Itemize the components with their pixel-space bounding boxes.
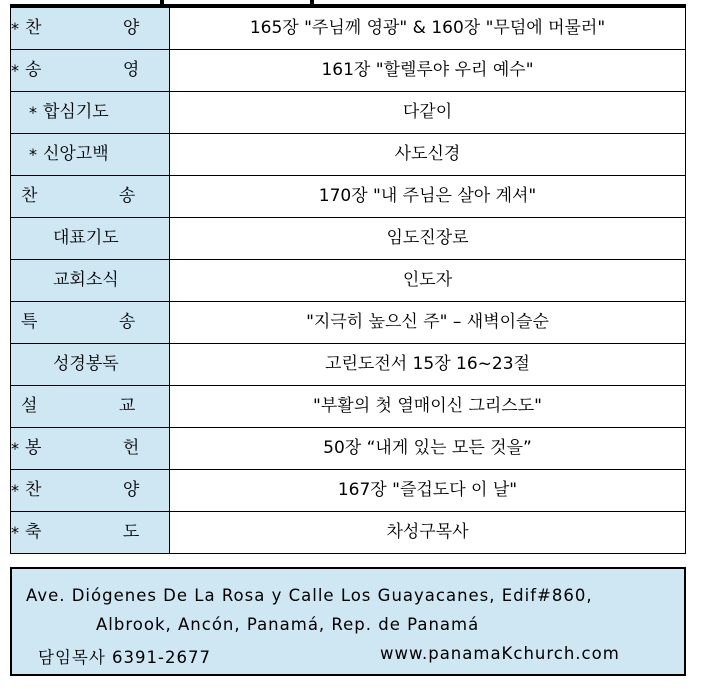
order-row <box>11 218 686 260</box>
order-label-cell <box>11 218 170 260</box>
order-value: 사도신경 <box>170 134 686 176</box>
order-label: 합심기도 <box>43 102 109 122</box>
standing-marker: * <box>11 18 19 38</box>
top-rule-notch <box>310 0 314 4</box>
order-row <box>11 92 686 134</box>
order-label: 찬 양 <box>25 480 178 500</box>
address-line-1: Ave. Diógenes De La Rosa y Calle Los Guayacanes, Edif#860, <box>26 586 593 605</box>
pastor-phone: 담임목사 6391-2677 <box>38 648 211 667</box>
order-row <box>11 176 686 218</box>
order-value: 167장 "즐겁도다 이 날" <box>170 470 686 512</box>
order-label: 교회소식 <box>53 270 119 290</box>
standing-marker: * <box>11 522 19 542</box>
order-value: 165장 "주님께 영광" & 160장 "무덤에 머물러" <box>170 8 686 50</box>
order-label-cell <box>11 302 174 344</box>
order-row <box>11 470 686 512</box>
order-row <box>11 344 686 386</box>
standing-marker: * <box>11 480 19 500</box>
order-label-cell <box>11 176 174 218</box>
order-label: 축 도 <box>25 522 178 542</box>
order-row <box>11 386 686 428</box>
order-label: 신앙고백 <box>43 144 109 164</box>
order-value: "지극히 높으신 주" – 새벽이슬순 <box>170 302 686 344</box>
order-row <box>11 302 686 344</box>
order-label-cell <box>11 50 178 92</box>
order-value: 차성구목사 <box>170 512 686 554</box>
standing-marker: * <box>11 60 19 80</box>
order-value: 임도진장로 <box>170 218 686 260</box>
standing-marker: * <box>29 102 37 122</box>
order-label: 특 송 <box>21 312 174 332</box>
order-label-cell <box>11 134 170 176</box>
order-label-cell <box>11 260 170 302</box>
order-row <box>11 260 686 302</box>
order-row <box>11 134 686 176</box>
top-rule-notch <box>160 0 164 4</box>
order-row <box>11 428 686 470</box>
order-value: 고린도전서 15장 16~23절 <box>170 344 686 386</box>
order-label-cell <box>11 344 170 386</box>
order-label-cell <box>11 386 174 428</box>
standing-marker: * <box>29 144 37 164</box>
order-row <box>11 8 686 50</box>
church-info-box <box>10 567 686 676</box>
order-value: "부활의 첫 열매이신 그리스도" <box>170 386 686 428</box>
order-value: 161장 "할렐루야 우리 예수" <box>170 50 686 92</box>
order-label-cell <box>11 512 178 554</box>
order-label-cell <box>11 92 170 134</box>
website-link[interactable]: www.panamaKchurch.com <box>380 644 620 663</box>
order-value: 인도자 <box>170 260 686 302</box>
order-label: 봉 헌 <box>25 438 178 458</box>
order-row <box>11 50 686 92</box>
order-label: 찬 양 <box>25 18 178 38</box>
order-label: 설 교 <box>21 396 174 416</box>
worship-order-table <box>10 7 686 554</box>
order-label-cell <box>11 8 178 50</box>
order-label: 대표기도 <box>53 228 119 248</box>
standing-marker: * <box>11 438 19 458</box>
order-label-cell <box>11 428 178 470</box>
order-label-cell <box>11 470 178 512</box>
order-value: 다같이 <box>170 92 686 134</box>
order-value: 170장 "내 주님은 살아 계셔" <box>170 176 686 218</box>
order-row <box>11 512 686 554</box>
order-label: 찬 송 <box>21 186 174 206</box>
address-line-2: Albrook, Ancón, Panamá, Rep. de Panamá <box>96 615 480 634</box>
order-label: 성경봉독 <box>53 354 119 374</box>
order-label: 송 영 <box>25 60 178 80</box>
order-value: 50장 “내게 있는 모든 것을” <box>170 428 686 470</box>
